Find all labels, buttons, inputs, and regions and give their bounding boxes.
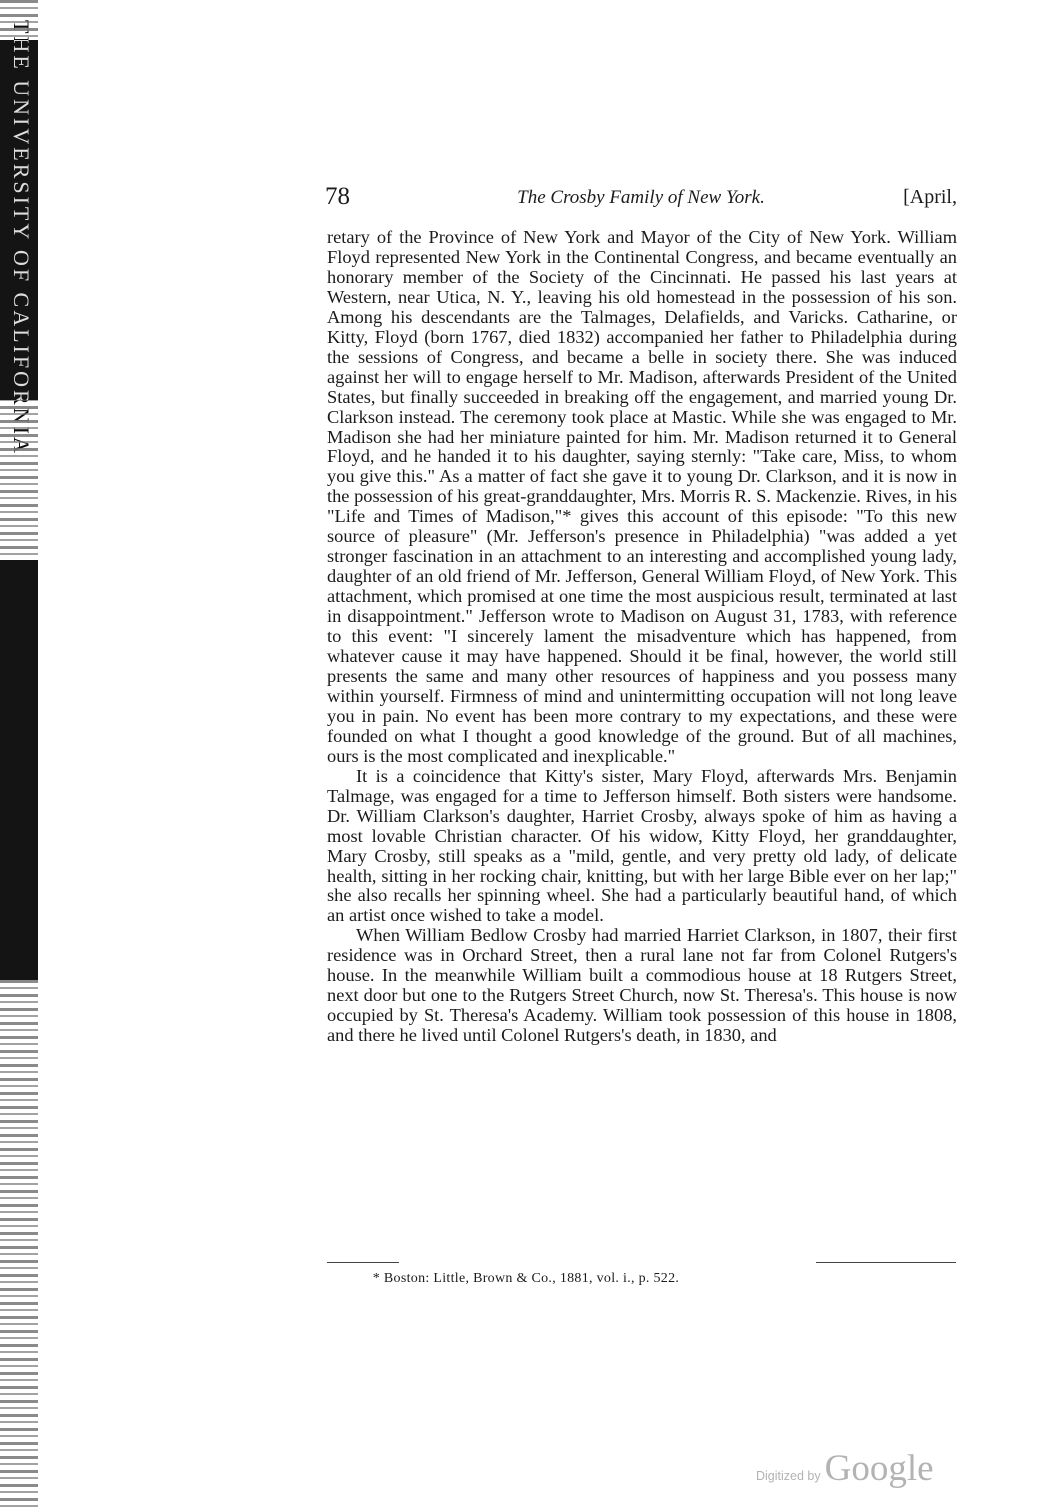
footnote-rule bbox=[327, 1262, 399, 1263]
spine-stamp-text: THE UNIVERSITY OF CALIFORNIA bbox=[9, 20, 34, 456]
running-title: The Crosby Family of New York. bbox=[517, 187, 765, 208]
google-logo: Google bbox=[824, 1448, 934, 1489]
header-date: [April, bbox=[903, 186, 957, 208]
paragraph: retary of the Province of New York and Mayor of the City of New York. William Floyd represented New York in the Continental Congress, and became eventually an honorary member of the Society of the Cincinnati. He passed his last years at Western, near Utica, N. Y., leaving his old homestead in the possession of his son. Among his descendants are the Talmages, Delafields, and Varicks. Catharine, or Kitty, Floyd (born 1767, died 1832) accompanied her father to Philadelphia during the sessions of Congress, and became a belle in society there. She was induced against her will to engage herself to Mr. Madison, afterwards President of the United States, but finally succeeded in breaking off the engagement, and married young Dr. Clarkson instead. The ceremony took place at Mastic. While she was engaged to Mr. Madison she had her miniature painted for him. Mr. Madison returned it to General Floyd, and he handed it to his daughter, saying sternly: "Take care, Miss, to whom you give this." As a matter of fact she gave it to young Dr. Clarkson, and it is now in the possession of his great-granddaughter, Mrs. Morris R. S. Mackenzie. Rives, in his "Life and Times of Madison,"* gives this account of this episode: "To this new source of pleasure" (Mr. Jefferson's presence in Philadelphia) "was added a yet stronger fascination in an attachment to an interesting and accomplished young lady, daughter of an old friend of Mr. Jefferson, General William Floyd, of New York. This attachment, which promised at one time the most auspicious result, terminated at last in disappointment." Jefferson wrote to Madison on August 31, 1783, with reference to this event: "I sincerely lament the misadventure which has happened, from whatever cause it may have happened. Should it be final, however, the world still presents the same and many other resources of happiness and you possess many within yourself. Firmness of mind and unintermitting occupation will not long leave you in pain. No event has been more contrary to my expectations, and these were founded on what I thought a good knowledge of the ground. But of all machines, ours is the most complicated and inexplicable." bbox=[327, 227, 957, 766]
watermark-prefix: Digitized by bbox=[756, 1469, 821, 1483]
footnote: * Boston: Little, Brown & Co., 1881, vol. i., p. 522. bbox=[372, 1271, 680, 1286]
body-text bbox=[327, 228, 957, 1046]
page-number: 78 bbox=[325, 183, 350, 210]
page-header bbox=[325, 183, 957, 213]
digitized-watermark bbox=[756, 1447, 934, 1490]
paragraph: When William Bedlow Crosby had married Harriet Clarkson, in 1807, their first residence was in Orchard Street, then a rural lane not far from Colonel Rutgers's house. In the meanwhile William built a commodious house at 18 Rutgers Street, next door but one to the Rutgers Street Church, now St. Theresa's. This house is now occupied by St. Theresa's Academy. William took possession of this house in 1808, and there he lived until Colonel Rutgers's death, in 1830, and bbox=[327, 925, 957, 1046]
paragraph: It is a coincidence that Kitty's sister, Mary Floyd, afterwards Mrs. Benjamin Talmage, was engaged for a time to Jefferson himself. Both sisters were handsome. Dr. William Clarkson's daughter, Harriet Crosby, always spoke of him as having a most lovable Christian character. Of his widow, Kitty Floyd, her granddaughter, Mary Crosby, still speaks as a "mild, gentle, and very pretty old lady, of delicate health, sitting in her rocking chair, knitting, but with her large Bible ever on her lap;" she also recalls her spinning wheel. She had a particularly beautiful hand, of which an artist once wished to take a model. bbox=[327, 765, 957, 926]
footnote-rule bbox=[816, 1262, 956, 1263]
